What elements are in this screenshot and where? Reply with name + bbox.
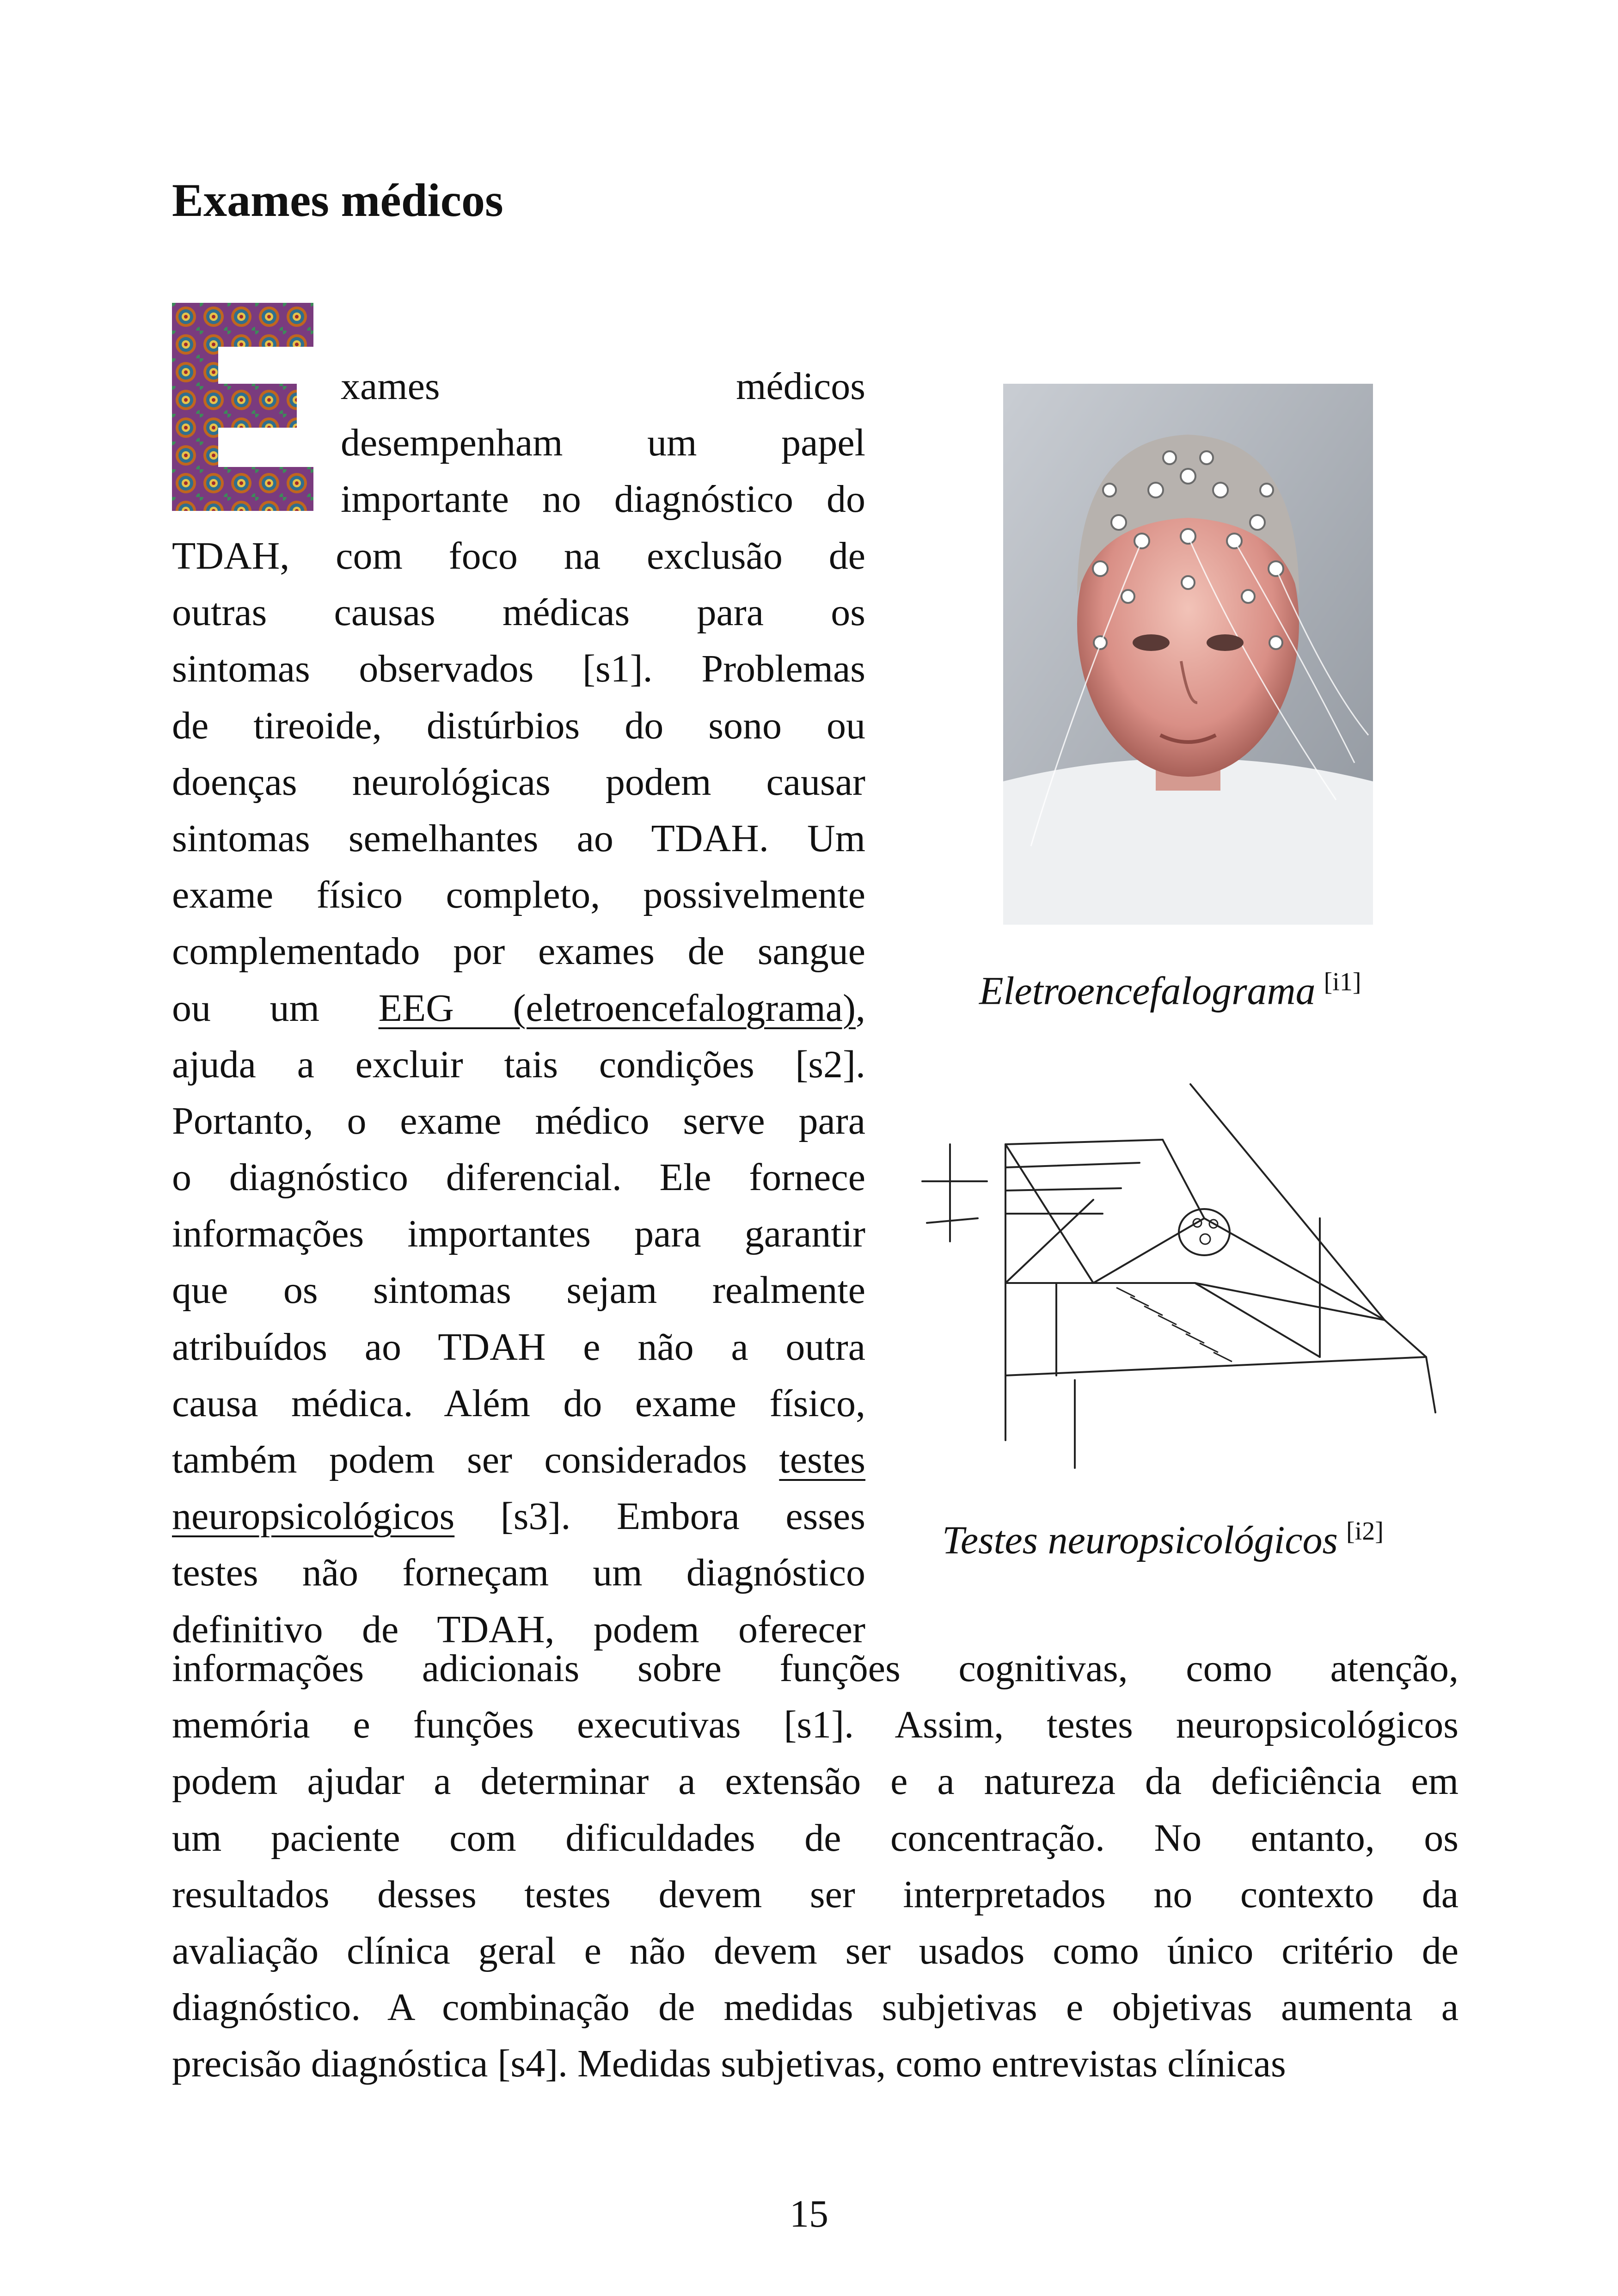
text-line: Portanto, o exame médico serve para xyxy=(172,1099,865,1142)
testes-link[interactable]: testes xyxy=(779,1438,865,1481)
text-line: definitivo de TDAH, podem oferecer xyxy=(172,1608,865,1651)
text-line: importante no diagnóstico do xyxy=(341,478,865,521)
text-line: informações adicionais sobre funções cognitivas, como atenção, xyxy=(172,1647,1459,1690)
text-line: avaliação clínica geral e não devem ser usados como único critério de xyxy=(172,1929,1459,1972)
text-line: ou um EEG (eletroencefalograma), xyxy=(172,986,866,1030)
drawing-test-icon xyxy=(918,1080,1456,1475)
text-line: desempenham um papel xyxy=(341,421,865,465)
eeg-link[interactable]: EEG (eletroencefalograma) xyxy=(378,986,856,1030)
page-number: 15 xyxy=(790,2192,828,2235)
paragraph-full-width xyxy=(172,1640,1459,2093)
dropcap-e-icon xyxy=(172,303,313,511)
text-line: TDAH, com foco na exclusão de xyxy=(172,534,865,577)
text-line: causa médica. Além do exame físico, xyxy=(172,1381,865,1425)
text-line: outras causas médicas para os xyxy=(172,591,865,634)
text-line: informações importantes para garantir xyxy=(172,1212,865,1256)
text-line: sintomas observados [s1]. Problemas xyxy=(172,647,865,691)
text-line: resultados desses testes devem ser interpretados no contexto da xyxy=(172,1872,1459,1916)
text-line: podem ajudar a determinar a extensão e a natureza da deficiência em xyxy=(172,1760,1459,1803)
text-line: atribuídos ao TDAH e não a outra xyxy=(172,1325,865,1369)
text-line: exame físico completo, possivelmente xyxy=(172,873,865,917)
text-line: sintomas semelhantes ao TDAH. Um xyxy=(172,816,865,860)
text-line: testes não forneçam um diagnóstico xyxy=(172,1551,865,1595)
section-heading: Exames médicos xyxy=(172,174,503,227)
text-line: doenças neurológicas podem causar xyxy=(172,760,865,804)
text-line: xames médicos xyxy=(341,365,865,408)
text-line: complementado por exames de sangue xyxy=(172,930,865,973)
text-line: diagnóstico. A combinação de medidas subjetivas e objetivas aumenta a xyxy=(172,1986,1459,2029)
text-line: de tireoide, distúrbios do sono ou xyxy=(172,704,865,747)
text-line: um paciente com dificuldades de concentração. No entanto, os xyxy=(172,1816,1459,1860)
text-line: o diagnóstico diferencial. Ele fornece xyxy=(172,1156,865,1199)
paragraph-intro xyxy=(341,358,865,528)
eeg-photo-icon xyxy=(1003,384,1373,925)
figure-caption-neuro: Testes neuropsicológicos [i2] xyxy=(942,1517,1384,1562)
text-line: memória e funções executivas [s1]. Assim, testes neuropsicológicos xyxy=(172,1703,1459,1747)
text-line: neuropsicológicos [s3]. Embora esses xyxy=(172,1495,865,1538)
neuropsicologicos-link[interactable]: neuropsicológicos xyxy=(172,1495,455,1538)
text-line: também podem ser considerados testes xyxy=(172,1438,865,1481)
text-line: ajuda a excluir tais condições [s2]. xyxy=(172,1043,865,1086)
text-line: precisão diagnóstica [s4]. Medidas subjetivas, como entrevistas clínicas xyxy=(172,2042,1286,2086)
paragraph-left-column xyxy=(172,528,865,1658)
figure-caption-eeg: Eletroencefalograma [i1] xyxy=(979,968,1361,1013)
text-line: que os sintomas sejam realmente xyxy=(172,1269,865,1312)
